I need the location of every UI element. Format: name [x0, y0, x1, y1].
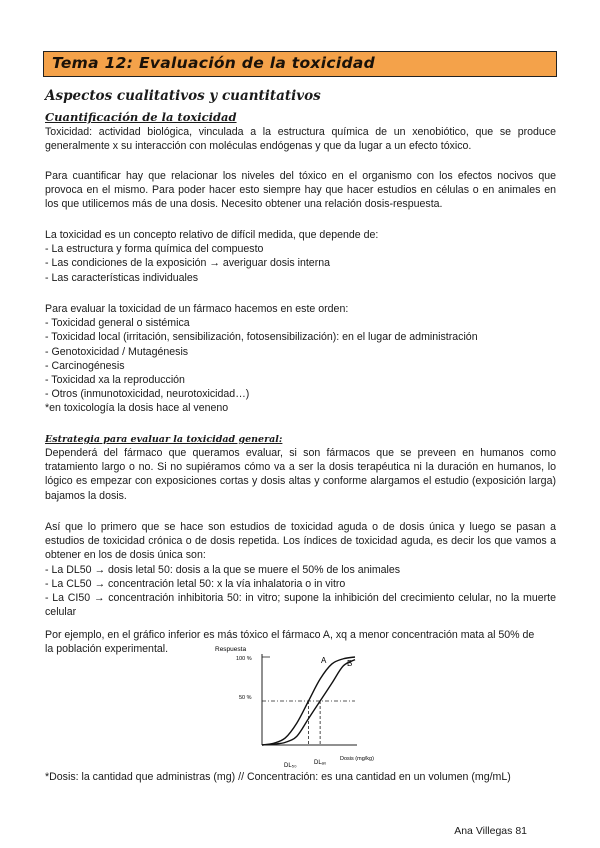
list-item: - Otros (inmunotoxicidad, neurotoxicidad…) — [45, 388, 250, 401]
paragraph-relative-concept — [45, 228, 556, 285]
y-tick-label: 100 % — [236, 656, 252, 662]
list-item: - Toxicidad xa la reproducción — [45, 374, 185, 387]
list-note: *en toxicología la dosis hace al veneno — [45, 402, 229, 415]
list-item: - La estructura y forma química del compuesto — [45, 243, 264, 256]
paragraph-strategy: Dependerá del fármaco que queramos evaluar, si son fármacos que se preveen en humanos como tratamiento largo o no. Si no supiéramos cómo va a ser la dosis terapéutica ni la duración en humanos, lo lógico es empezar con exposiciones cortas y dosis altas y conforme alargamos el estudio (exposición larga) bajamos la dosis. — [45, 447, 556, 502]
chapter-title-banner — [43, 51, 557, 77]
y-axis-label: Respuesta — [215, 646, 247, 653]
example-line: la población experimental. — [45, 643, 169, 656]
list-item: - Carcinogénesis — [45, 359, 125, 372]
list-item: - La CL50 → concentración letal 50: x la vía inhalatoria o in vitro — [45, 577, 346, 590]
dose-response-chart — [205, 642, 405, 770]
list-item: - La CI50 → concentración inhibitoria 50: in vitro; supone la inhibición del crecimiento celular, no la muerte celular — [45, 592, 556, 619]
list-item: - Las características individuales — [45, 271, 199, 284]
footnote: *Dosis: la cantidad que administras (mg) // Concentración: es una cantidad en un volumen (mg/mL) — [45, 771, 511, 783]
curve-label-b: B — [347, 659, 353, 668]
list-item: - Toxicidad local (irritación, sensibilización, fotosensibilización): en el lugar de administración — [45, 331, 478, 344]
subsection-title-strategy: Estrategia para evaluar la toxicidad general: — [45, 434, 283, 445]
section-title: Aspectos cualitativos y cuantitativos — [45, 88, 321, 104]
x-axis-label: Dosis (mg/kg) — [340, 756, 374, 762]
paragraph-definition: Toxicidad: actividad biológica, vinculada a la estructura química de un xenobiótico, que se produce generalmente x su interacción con moléculas endógenas y que da lugar a un efecto tóxico. — [45, 126, 556, 153]
example-line: Por ejemplo, en el gráfico inferior es más tóxico el fármaco A, xq a menor concentración mata al 50% de — [45, 629, 535, 641]
paragraph-evaluation-order — [45, 302, 556, 416]
list-item: - Las condiciones de la exposición → averiguar dosis interna — [45, 257, 331, 270]
x-tick-label: DL₅₀ — [284, 763, 297, 769]
page-footer: Ana Villegas 81 — [454, 825, 527, 837]
list-intro: Para evaluar la toxicidad de un fármaco hacemos en este orden: — [45, 303, 349, 315]
list-intro: La toxicidad es un concepto relativo de difícil medida, que depende de: — [45, 229, 379, 241]
list-item: - Toxicidad general o sistémica — [45, 317, 190, 330]
y-tick-label: 50 % — [239, 695, 252, 701]
subsection-title-quantification: Cuantificación de la toxicidad — [45, 110, 237, 124]
paragraph-quantify: Para cuantificar hay que relacionar los niveles del tóxico en el organismo con los efectos nocivos que provoca en el mismo. Para poder hacer esto siempre hay que hacer estudios en células o en animales en los que utilicemos más de una dosis. Necesito obtener una relación dosis-respuesta. — [45, 170, 556, 211]
list-item: - Genotoxicidad / Mutagénesis — [45, 345, 189, 358]
curve-label-a: A — [321, 656, 327, 665]
paragraph-acute-toxicity — [45, 520, 556, 619]
chapter-title: Tema 12: Evaluación de la toxicidad — [52, 54, 375, 72]
list-item: - La DL50 → dosis letal 50: dosis a la que se muere el 50% de los animales — [45, 563, 401, 576]
x-tick-label: DLₐ₀ — [314, 760, 327, 766]
list-intro: Así que lo primero que se hace son estudios de toxicidad aguda o de dosis única y luego se pasan a estudios de toxicidad crónica o de dosis repetida. Los índices de toxicidad aguda, es decir los que vamos a obtener en los de dosis única son: — [45, 521, 556, 562]
